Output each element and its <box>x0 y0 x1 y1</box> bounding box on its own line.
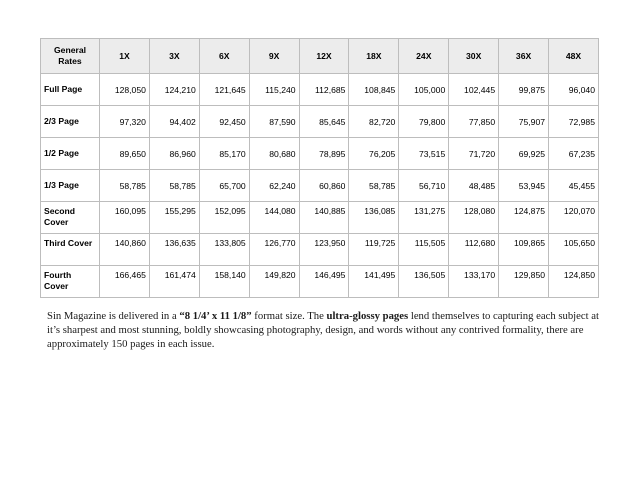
column-header: 12X <box>299 39 349 74</box>
rate-cell: 136,505 <box>399 266 449 298</box>
rate-cell: 161,474 <box>149 266 199 298</box>
rate-cell: 69,925 <box>499 138 549 170</box>
rate-cell: 78,895 <box>299 138 349 170</box>
rate-cell: 140,885 <box>299 202 349 234</box>
rate-cell: 129,850 <box>499 266 549 298</box>
description-text: format size. The <box>251 310 327 322</box>
row-label: 1/3 Page <box>41 170 100 202</box>
column-header: 36X <box>499 39 549 74</box>
column-header: 1X <box>100 39 150 74</box>
rate-cell: 119,725 <box>349 234 399 266</box>
rate-cell: 99,875 <box>499 74 549 106</box>
rate-cell: 48,485 <box>449 170 499 202</box>
rate-cell: 67,235 <box>549 138 599 170</box>
rate-cell: 71,720 <box>449 138 499 170</box>
rate-cell: 62,240 <box>249 170 299 202</box>
table-row <box>41 74 599 106</box>
column-header: 18X <box>349 39 399 74</box>
row-label: 1/2 Page <box>41 138 100 170</box>
rate-cell: 86,960 <box>149 138 199 170</box>
rate-cell: 92,450 <box>199 106 249 138</box>
table-row <box>41 266 599 298</box>
rate-cell: 124,210 <box>149 74 199 106</box>
rate-cell: 65,700 <box>199 170 249 202</box>
rate-cell: 53,945 <box>499 170 549 202</box>
rate-cell: 72,985 <box>549 106 599 138</box>
rates-body <box>41 74 599 298</box>
magazine-description <box>47 309 599 351</box>
table-row <box>41 138 599 170</box>
rate-cell: 87,590 <box>249 106 299 138</box>
rate-cell: 149,820 <box>249 266 299 298</box>
rate-cell: 77,850 <box>449 106 499 138</box>
rate-cell: 75,907 <box>499 106 549 138</box>
rate-cell: 146,495 <box>299 266 349 298</box>
rate-cell: 58,785 <box>349 170 399 202</box>
rate-cell: 136,085 <box>349 202 399 234</box>
table-row <box>41 170 599 202</box>
row-label: Fourth Cover <box>41 266 100 298</box>
rate-cell: 89,650 <box>100 138 150 170</box>
rate-cell: 56,710 <box>399 170 449 202</box>
rate-cell: 108,845 <box>349 74 399 106</box>
rate-cell: 45,455 <box>549 170 599 202</box>
rate-cell: 133,805 <box>199 234 249 266</box>
row-label: Full Page <box>41 74 100 106</box>
rate-cell: 112,680 <box>449 234 499 266</box>
table-row <box>41 106 599 138</box>
format-size: “8 1/4’ x 11 1/8” <box>179 310 252 322</box>
rate-cell: 123,950 <box>299 234 349 266</box>
row-label: Second Cover <box>41 202 100 234</box>
rate-cell: 166,465 <box>100 266 150 298</box>
column-header: 48X <box>549 39 599 74</box>
rate-cell: 82,720 <box>349 106 399 138</box>
rate-cell: 144,080 <box>249 202 299 234</box>
glossy-emphasis: ultra-glossy pages <box>326 310 409 322</box>
column-header: 24X <box>399 39 449 74</box>
rate-cell: 105,650 <box>549 234 599 266</box>
rate-cell: 79,800 <box>399 106 449 138</box>
rate-cell: 73,515 <box>399 138 449 170</box>
rate-cell: 105,000 <box>399 74 449 106</box>
rates-table <box>40 38 599 298</box>
rate-cell: 140,860 <box>100 234 150 266</box>
rate-cell: 85,170 <box>199 138 249 170</box>
column-header: 6X <box>199 39 249 74</box>
rate-cell: 58,785 <box>149 170 199 202</box>
rate-cell: 155,295 <box>149 202 199 234</box>
column-header: 30X <box>449 39 499 74</box>
rate-cell: 85,645 <box>299 106 349 138</box>
rate-cell: 115,505 <box>399 234 449 266</box>
rate-cell: 152,095 <box>199 202 249 234</box>
rate-cell: 96,040 <box>549 74 599 106</box>
rate-cell: 141,495 <box>349 266 399 298</box>
rate-cell: 131,275 <box>399 202 449 234</box>
rate-cell: 120,070 <box>549 202 599 234</box>
corner-header: General Rates <box>41 39 100 74</box>
rate-cell: 94,402 <box>149 106 199 138</box>
rate-cell: 102,445 <box>449 74 499 106</box>
rate-cell: 128,050 <box>100 74 150 106</box>
description-text: Sin Magazine is delivered in a <box>47 310 180 322</box>
rate-cell: 76,205 <box>349 138 399 170</box>
rate-cell: 58,785 <box>100 170 150 202</box>
column-header: 3X <box>149 39 199 74</box>
rate-cell: 115,240 <box>249 74 299 106</box>
rate-cell: 121,645 <box>199 74 249 106</box>
rate-cell: 112,685 <box>299 74 349 106</box>
header-row <box>41 39 599 74</box>
column-header: 9X <box>249 39 299 74</box>
row-label: 2/3 Page <box>41 106 100 138</box>
rate-cell: 136,635 <box>149 234 199 266</box>
rate-cell: 128,080 <box>449 202 499 234</box>
rate-cell: 160,095 <box>100 202 150 234</box>
description-text: lend themselves to capturing each subject at it’s sharpest and most stunning, boldly showcasing photography, design, and words without any contrived formality, there are approximately 150 pages in each issue. <box>47 310 599 350</box>
rate-cell: 126,770 <box>249 234 299 266</box>
row-label: Third Cover <box>41 234 100 266</box>
rate-cell: 158,140 <box>199 266 249 298</box>
rate-cell: 97,320 <box>100 106 150 138</box>
rate-cell: 60,860 <box>299 170 349 202</box>
rate-cell: 124,850 <box>549 266 599 298</box>
rate-cell: 109,865 <box>499 234 549 266</box>
table-row <box>41 202 599 234</box>
rate-cell: 133,170 <box>449 266 499 298</box>
rate-cell: 124,875 <box>499 202 549 234</box>
rate-cell: 80,680 <box>249 138 299 170</box>
table-row <box>41 234 599 266</box>
